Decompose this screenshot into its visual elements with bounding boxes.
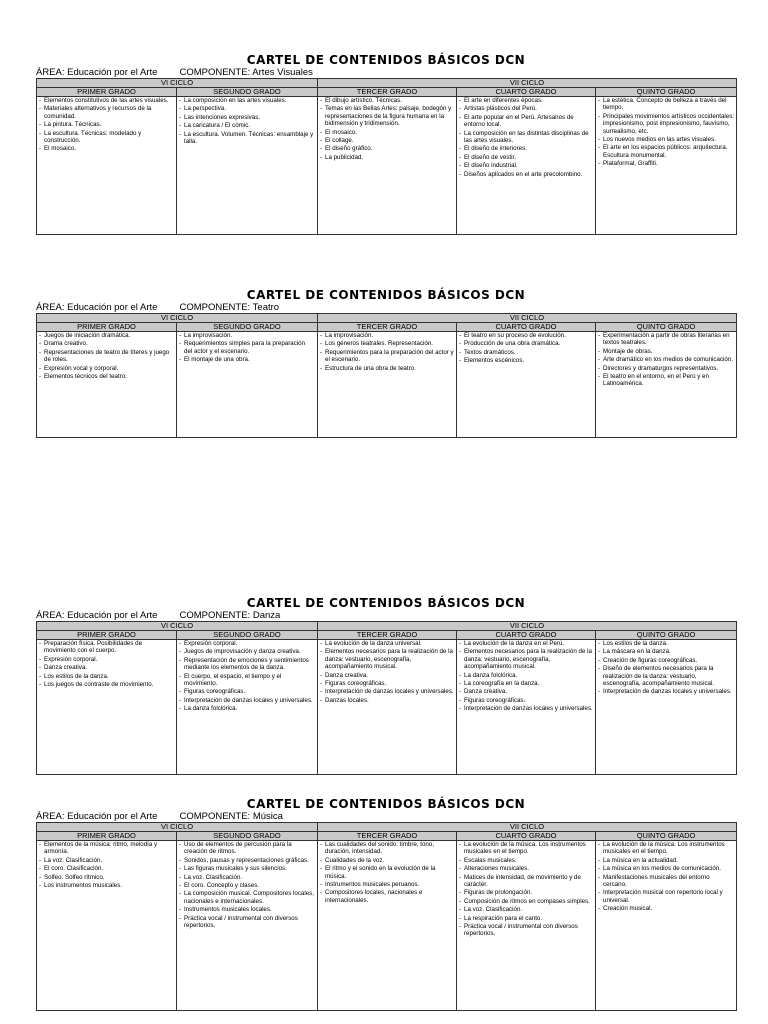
- grade-content-cell: [457, 332, 596, 438]
- content-item: - El collage.: [320, 137, 454, 144]
- grade-header: CUARTO GRADO: [457, 631, 596, 640]
- content-item: - El coro. Clasificación.: [39, 865, 174, 872]
- content-item: - El coro. Concepto y clases.: [179, 882, 315, 889]
- content-item: - Artistas plásticos del Perú.: [459, 105, 593, 112]
- content-item: - Textos dramáticos.: [459, 349, 593, 356]
- content-item: - Creación de figuras coreográficas.: [598, 657, 734, 664]
- content-item: - El arte en los espacios públicos: arquitectura. Escultura monumental.: [598, 144, 734, 159]
- content-list: [459, 97, 593, 178]
- content-list: [179, 97, 315, 145]
- content-item: - El diseño industrial.: [459, 162, 593, 169]
- grade-header: PRIMER GRADO: [37, 832, 177, 841]
- content-item: - Los géneros teatrales. Representación.: [320, 340, 454, 347]
- grade-header-row: [37, 631, 737, 640]
- content-item: - Composición de ritmos en compases simples.: [459, 898, 593, 905]
- content-item: - Los instrumentos musicales.: [39, 882, 174, 889]
- content-item: - Instrumentos musicales peruanos.: [320, 881, 454, 888]
- grade-content-cell: [37, 97, 177, 235]
- content-item: - Los estilos de la danza.: [598, 640, 734, 647]
- content-item: - La danza folclórica.: [179, 705, 315, 712]
- content-item: - Solfeo. Solfeo rítmico.: [39, 874, 174, 881]
- content-item: - Expresión corporal.: [179, 640, 315, 647]
- content-item: - Escalas musicales.: [459, 857, 593, 864]
- content-item: - Producción de una obra dramática.: [459, 340, 593, 347]
- content-list: [320, 841, 454, 904]
- content-list: [459, 332, 593, 365]
- content-item: - El diseño de vestir.: [459, 154, 593, 161]
- component-label: COMPONENTE: Artes Visuales: [179, 67, 313, 78]
- cartel-title: CARTEL DE CONTENIDOS BÁSICOS DCN: [246, 53, 526, 67]
- cycle-vii-header: VII CICLO: [318, 823, 737, 832]
- content-list: [39, 841, 174, 889]
- grade-header: QUINTO GRADO: [596, 832, 737, 841]
- content-item: - El arte en diferentes épocas.: [459, 97, 593, 104]
- content-item: - Plataformal, Graffiti.: [598, 160, 734, 167]
- content-item: - Estructura de una obra de teatro.: [320, 365, 454, 372]
- content-item: - Diseños aplicados en el arte precolombino.: [459, 171, 593, 178]
- content-item: - Elementos técnicos del teatro.: [39, 373, 174, 380]
- grade-content-cell: [596, 640, 737, 775]
- content-item: - Las cualidades del sonido: timbre, tono, duración, intensidad.: [320, 841, 454, 856]
- content-item: - La evolución de la música. Los instrumentos musicales en el tiempo.: [459, 841, 593, 856]
- content-item: - Interpretación musical con repertorio local y universal.: [598, 889, 734, 904]
- contents-table: [36, 822, 737, 1011]
- content-list: [320, 97, 454, 161]
- grade-header: PRIMER GRADO: [37, 631, 177, 640]
- grade-content-cell: [596, 332, 737, 438]
- content-row: [37, 640, 737, 775]
- content-item: - El dibujo artístico. Técnicas.: [320, 97, 454, 104]
- cartel-title: CARTEL DE CONTENIDOS BÁSICOS DCN: [246, 596, 526, 610]
- grade-content-cell: [457, 640, 596, 775]
- grade-content-cell: [596, 97, 737, 235]
- content-item: - Figuras coreográficas.: [459, 697, 593, 704]
- content-list: [459, 640, 593, 713]
- content-item: - Elementos necesarios para la realización de la danza: vestuario, escenografía, acompañamiento musical.: [459, 648, 593, 670]
- cycle-vi-header: VI CICLO: [37, 823, 318, 832]
- content-list: [459, 841, 593, 938]
- content-item: - El mosaico.: [39, 145, 174, 152]
- content-item: - Experimentación a partir de obras literarias en textos teatrales.: [598, 332, 734, 347]
- area-component-line: [36, 610, 736, 621]
- cycle-vii-header: VII CICLO: [318, 79, 737, 88]
- contents-table: [36, 621, 737, 775]
- content-item: - Arte dramático en los medios de comunicación.: [598, 356, 734, 363]
- content-item: - Representación de emociones y sentimientos mediante los elementos de la danza.: [179, 657, 315, 672]
- grade-header: TERCER GRADO: [318, 88, 457, 97]
- grade-header: CUARTO GRADO: [457, 832, 596, 841]
- content-item: - El ritmo y el sonido en la evolución de la música.: [320, 865, 454, 880]
- content-item: - La evolución de la música. Los instrumentos musicales en el tiempo.: [598, 841, 734, 856]
- content-item: - Los nuevos medios en las artes visuales.: [598, 136, 734, 143]
- content-item: - La voz. Clasificación.: [459, 906, 593, 913]
- grade-header: TERCER GRADO: [318, 631, 457, 640]
- content-item: - Figuras de prolongación.: [459, 889, 593, 896]
- content-row: [37, 97, 737, 235]
- grade-header: CUARTO GRADO: [457, 323, 596, 332]
- content-list: [320, 332, 454, 372]
- grade-header: SEGUNDO GRADO: [177, 631, 318, 640]
- grade-content-cell: [177, 640, 318, 775]
- content-item: - La perspectiva.: [179, 105, 315, 112]
- content-item: - La coreografía en la danza.: [459, 680, 593, 687]
- grade-header: TERCER GRADO: [318, 832, 457, 841]
- grade-content-cell: [177, 332, 318, 438]
- content-item: - La composición en las distintas disciplinas de las artes visuales.: [459, 130, 593, 145]
- area-component-line: [36, 811, 736, 822]
- content-item: - La danza folclórica.: [459, 672, 593, 679]
- component-label: COMPONENTE: Danza: [179, 610, 281, 621]
- content-item: - La composición musical. Compositores locales, nacionales e internacionales.: [179, 890, 315, 905]
- content-item: - La respiración para el canto.: [459, 915, 593, 922]
- grade-header: SEGUNDO GRADO: [177, 832, 318, 841]
- contents-table: [36, 313, 737, 438]
- content-item: - El arte popular en el Perú. Artesanos de entorno local.: [459, 114, 593, 129]
- content-item: - Figuras coreográficas.: [179, 688, 315, 695]
- grade-header: SEGUNDO GRADO: [177, 323, 318, 332]
- content-item: - Juegos de iniciación dramática.: [39, 332, 174, 339]
- cycle-vi-header: VI CICLO: [37, 79, 318, 88]
- content-item: - Interpretación de danzas locales y universales.: [459, 705, 593, 712]
- content-item: - Interpretación de danzas locales y universales.: [320, 688, 454, 695]
- content-item: - Figuras coreográficas.: [320, 680, 454, 687]
- content-list: [598, 332, 734, 388]
- content-item: - Temas en las Bellas Artes: paisaje, bodegón y representaciones de la figura humana en la bidimensión y tridimensión.: [320, 105, 454, 127]
- content-item: - Danza creativa.: [320, 672, 454, 679]
- cycle-vi-header: VI CICLO: [37, 314, 318, 323]
- grade-header-row: [37, 832, 737, 841]
- content-item: - Elementos necesarios para la realización de la danza: vestuario, escenografía, acompañamiento musical.: [320, 648, 454, 670]
- grade-content-cell: [37, 640, 177, 775]
- content-item: - La improvisación.: [320, 332, 454, 339]
- content-item: - Preparación física. Posibilidades de movimiento con el cuerpo.: [39, 640, 174, 655]
- content-item: - La improvisación.: [179, 332, 315, 339]
- cartel-title: CARTEL DE CONTENIDOS BÁSICOS DCN: [246, 288, 526, 302]
- cycle-vii-header: VII CICLO: [318, 622, 737, 631]
- content-item: - Práctica vocal / instrumental con diversos repertorios.: [459, 923, 593, 938]
- content-item: - Principales movimientos artísticos occidentales: impresionismo, post impresionismo, fauvismo, surrealismo, etc.: [598, 113, 734, 135]
- content-item: - Los juegos de contraste de movimiento.: [39, 681, 174, 688]
- content-item: - Uso de elementos de percusión para la creación de ritmos.: [179, 841, 315, 856]
- grade-content-cell: [318, 841, 457, 1011]
- content-list: [598, 640, 734, 696]
- content-item: - La publicidad.: [320, 154, 454, 161]
- grade-header-row: [37, 88, 737, 97]
- content-item: - El diseño de interiores.: [459, 145, 593, 152]
- content-item: - Drama creativo.: [39, 340, 174, 347]
- grade-header: QUINTO GRADO: [596, 323, 737, 332]
- content-item: - Requerimientos para la preparación del actor y el escenario.: [320, 349, 454, 364]
- grade-header: PRIMER GRADO: [37, 88, 177, 97]
- grade-content-cell: [177, 841, 318, 1011]
- grade-header: QUINTO GRADO: [596, 88, 737, 97]
- content-list: [39, 97, 174, 153]
- grade-content-cell: [318, 97, 457, 235]
- grade-content-cell: [37, 332, 177, 438]
- content-item: - Sonidos, pausas y representaciones gráficas.: [179, 857, 315, 864]
- content-item: - El mosaico.: [320, 129, 454, 136]
- content-item: - Danza creativa.: [39, 664, 174, 671]
- content-item: - Elementos de la música: ritmo, melodía y armonía.: [39, 841, 174, 856]
- content-list: [598, 97, 734, 168]
- content-item: - Compositores locales, nacionales e internacionales.: [320, 889, 454, 904]
- content-row: [37, 332, 737, 438]
- content-item: - La música en los medios de comunicación.: [598, 865, 734, 872]
- content-item: - Cualidades de la voz.: [320, 857, 454, 864]
- grade-header-row: [37, 323, 737, 332]
- content-item: - Las intenciones expresivas.: [179, 114, 315, 121]
- content-item: - La máscara en la danza.: [598, 648, 734, 655]
- grade-header: CUARTO GRADO: [457, 88, 596, 97]
- content-item: - Expresión vocal y corporal.: [39, 365, 174, 372]
- content-list: [179, 640, 315, 713]
- grade-content-cell: [457, 841, 596, 1011]
- content-item: - La estética. Concepto de belleza a través del tiempo.: [598, 97, 734, 112]
- content-item: - La caricatura / El cómic.: [179, 122, 315, 129]
- content-item: - Danza creativa.: [459, 688, 593, 695]
- area-label: ÁREA: Educación por el Arte: [36, 610, 158, 621]
- content-item: - Danzas locales.: [320, 697, 454, 704]
- grade-header: SEGUNDO GRADO: [177, 88, 318, 97]
- content-item: - Elementos constitutivos de las artes visuales.: [39, 97, 174, 104]
- content-item: - Elementos escénicos.: [459, 357, 593, 364]
- content-item: - Alteraciones musicales.: [459, 865, 593, 872]
- area-label: ÁREA: Educación por el Arte: [36, 811, 158, 822]
- content-row: [37, 841, 737, 1011]
- content-item: - Juegos de improvisación y danza creativa.: [179, 648, 315, 655]
- content-item: - El teatro en su proceso de evolución.: [459, 332, 593, 339]
- content-item: - El teatro en el entorno, en el Perú y en Latinoamérica.: [598, 373, 734, 388]
- cartel-teatro: [36, 289, 736, 438]
- content-item: - La escultura. Volumen. Técnicas: ensamblaje y talla.: [179, 131, 315, 146]
- grade-header: TERCER GRADO: [318, 323, 457, 332]
- grade-content-cell: [596, 841, 737, 1011]
- content-list: [598, 841, 734, 913]
- content-item: - Materiales alternativos y recursos de la comunidad.: [39, 105, 174, 120]
- content-item: - Interpretación de danzas locales y universales.: [179, 697, 315, 704]
- grade-content-cell: [318, 640, 457, 775]
- content-item: - Creación musical.: [598, 905, 734, 912]
- content-item: - La voz. Clasificación.: [39, 857, 174, 864]
- area-label: ÁREA: Educación por el Arte: [36, 67, 158, 78]
- grade-content-cell: [318, 332, 457, 438]
- grade-content-cell: [37, 841, 177, 1011]
- cartel-danza: [36, 597, 736, 775]
- content-item: - Las figuras musicales y sus silencios.: [179, 865, 315, 872]
- component-label: COMPONENTE: Música: [179, 811, 283, 822]
- content-item: - La voz. Clasificación.: [179, 874, 315, 881]
- area-label: ÁREA: Educación por el Arte: [36, 302, 158, 313]
- content-item: - Expresión corporal.: [39, 656, 174, 663]
- content-item: - Montaje de obras.: [598, 348, 734, 355]
- area-component-line: [36, 67, 736, 78]
- content-item: - Práctica vocal / instrumental con diversos repertorios.: [179, 915, 315, 930]
- grade-content-cell: [177, 97, 318, 235]
- content-item: - El diseño gráfico.: [320, 145, 454, 152]
- content-item: - El cuerpo, el espacio, el tiempo y el movimiento.: [179, 673, 315, 688]
- content-list: [179, 841, 315, 929]
- content-item: - La composición en las artes visuales.: [179, 97, 315, 104]
- content-item: - Directores y dramaturgos representativos.: [598, 365, 734, 372]
- component-label: COMPONENTE: Teatro: [179, 302, 280, 313]
- area-component-line: [36, 302, 736, 313]
- content-item: - Manifestaciones musicales del entorno cercano.: [598, 874, 734, 889]
- content-item: - Los estilos de la danza.: [39, 673, 174, 680]
- content-list: [179, 332, 315, 364]
- content-item: - El montaje de una obra.: [179, 356, 315, 363]
- cartel-title: CARTEL DE CONTENIDOS BÁSICOS DCN: [246, 797, 526, 811]
- content-item: - La evolución de la danza en el Perú.: [459, 640, 593, 647]
- contents-table: [36, 78, 737, 235]
- content-item: - Interpretación de danzas locales y universales.: [598, 688, 734, 695]
- cycle-vi-header: VI CICLO: [37, 622, 318, 631]
- content-item: - Representaciones de teatro de títeres y juego de roles.: [39, 349, 174, 364]
- grade-header: PRIMER GRADO: [37, 323, 177, 332]
- content-item: - La pintura. Técnicas.: [39, 121, 174, 128]
- content-item: - Requerimientos simples para la preparación del actor y el escenario.: [179, 340, 315, 355]
- content-item: - La escultura. Técnicas: modelado y construcción.: [39, 130, 174, 145]
- content-list: [320, 640, 454, 704]
- cycle-vii-header: VII CICLO: [318, 314, 737, 323]
- content-item: - La evolución de la danza universal.: [320, 640, 454, 647]
- content-item: - Diseño de elementos necesarios para la realización de la danza: vestuario, escenografía, acompañamiento musical.: [598, 665, 734, 687]
- grade-content-cell: [457, 97, 596, 235]
- content-item: - Matices de intensidad, de movimiento y de carácter.: [459, 874, 593, 889]
- content-item: - Instrumentos musicales locales.: [179, 906, 315, 913]
- content-list: [39, 640, 174, 688]
- content-item: - La música en la actualidad.: [598, 857, 734, 864]
- grade-header: QUINTO GRADO: [596, 631, 737, 640]
- cartel-artes-visuales: [36, 54, 736, 235]
- content-list: [39, 332, 174, 380]
- cartel-musica: [36, 798, 736, 1011]
